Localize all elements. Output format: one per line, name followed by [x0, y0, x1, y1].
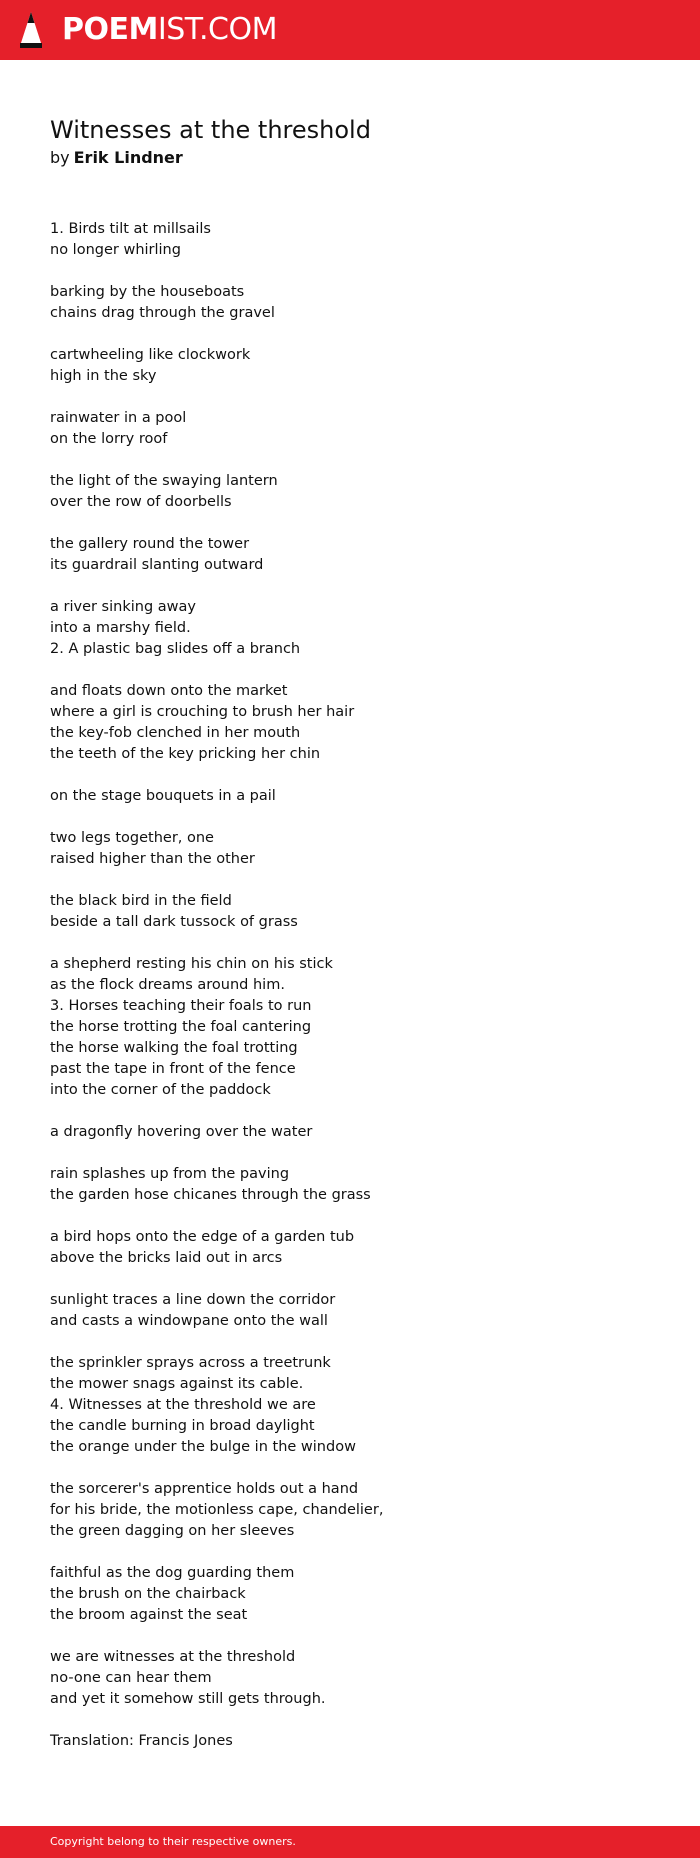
poem-body — [50, 219, 650, 1752]
poem-line: a bird hops onto the edge of a garden tub — [50, 1229, 355, 1245]
site-header — [0, 0, 700, 60]
stanza-break — [50, 450, 650, 471]
poem-line: past the tape in front of the fence — [50, 1061, 296, 1077]
poem-line: the key-fob clenched in her mouth — [50, 725, 301, 741]
poem-line: barking by the houseboats — [50, 284, 245, 300]
stanza-break — [50, 387, 650, 408]
poem-line: the horse trotting the foal cantering — [50, 1019, 312, 1035]
poem-line: above the bricks laid out in arcs — [50, 1250, 283, 1266]
poem-line: and casts a windowpane onto the wall — [50, 1313, 328, 1329]
stanza-break — [50, 1206, 650, 1227]
site-logo[interactable] — [18, 10, 277, 50]
stanza-break — [50, 1710, 650, 1731]
stanza-break — [50, 870, 650, 891]
poem-line: as the flock dreams around him. — [50, 977, 285, 993]
stanza-break — [50, 513, 650, 534]
poem-line: the broom against the seat — [50, 1607, 248, 1623]
poem-line: into the corner of the paddock — [50, 1082, 271, 1098]
poem-line: and yet it somehow still gets through. — [50, 1691, 326, 1707]
poem-line: a river sinking away — [50, 599, 196, 615]
poem-line: for his bride, the motionless cape, chandelier, — [50, 1502, 384, 1518]
pencil-tip-icon — [18, 10, 44, 50]
logo-wordmark-bold: POEM — [62, 12, 158, 47]
poem-line: into a marshy field. — [50, 620, 191, 636]
author-link[interactable]: Erik Lindner — [73, 148, 183, 167]
stanza-break — [50, 1332, 650, 1353]
poem-line: chains drag through the gravel — [50, 305, 275, 321]
poem-line: the mower snags against its cable. — [50, 1376, 304, 1392]
poem-line: rainwater in a pool — [50, 410, 187, 426]
poem-line: the teeth of the key pricking her chin — [50, 746, 321, 762]
stanza-break — [50, 933, 650, 954]
stanza-break — [50, 324, 650, 345]
poem-line: the gallery round the tower — [50, 536, 250, 552]
poem-line: 3. Horses teaching their foals to run — [50, 998, 312, 1014]
stanza-break — [50, 1101, 650, 1122]
poem-line: the sorcerer's apprentice holds out a hand — [50, 1481, 359, 1497]
poem-line: we are witnesses at the threshold — [50, 1649, 296, 1665]
poem-title: Witnesses at the threshold — [50, 116, 371, 144]
poem-line: no longer whirling — [50, 242, 181, 258]
poem-line: cartwheeling like clockwork — [50, 347, 251, 363]
poem-line: beside a tall dark tussock of grass — [50, 914, 298, 930]
poem-line: two legs together, one — [50, 830, 214, 846]
poem-line: 2. A plastic bag slides off a branch — [50, 641, 301, 657]
poem-line: a shepherd resting his chin on his stick — [50, 956, 333, 972]
poem-line: the candle burning in broad daylight — [50, 1418, 315, 1434]
stanza-break — [50, 1626, 650, 1647]
poem-line: where a girl is crouching to brush her hair — [50, 704, 355, 720]
poem-line: raised higher than the other — [50, 851, 255, 867]
poem-line: the sprinkler sprays across a treetrunk — [50, 1355, 331, 1371]
site-footer — [0, 1826, 700, 1858]
stanza-break — [50, 1542, 650, 1563]
stanza-break — [50, 261, 650, 282]
byline-prefix: by — [50, 148, 70, 167]
poem-byline — [50, 147, 183, 169]
poem-line: high in the sky — [50, 368, 157, 384]
poem-line: faithful as the dog guarding them — [50, 1565, 295, 1581]
logo-wordmark — [62, 10, 277, 50]
poem-line: over the row of doorbells — [50, 494, 232, 510]
stanza-break — [50, 765, 650, 786]
poem-line: the brush on the chairback — [50, 1586, 246, 1602]
poem-line: the black bird in the field — [50, 893, 232, 909]
poem-line: the light of the swaying lantern — [50, 473, 278, 489]
poem-line: the horse walking the foal trotting — [50, 1040, 298, 1056]
stanza-break — [50, 660, 650, 681]
logo-wordmark-light: IST.COM — [157, 12, 277, 47]
poem-line: no-one can hear them — [50, 1670, 212, 1686]
poem-line: and floats down onto the market — [50, 683, 288, 699]
copyright-text: Copyright belong to their respective owners. — [50, 1835, 296, 1848]
poem-line: sunlight traces a line down the corridor — [50, 1292, 336, 1308]
poem-line: a dragonfly hovering over the water — [50, 1124, 313, 1140]
poem-line: Translation: Francis Jones — [50, 1733, 233, 1749]
poem-line: on the stage bouquets in a pail — [50, 788, 276, 804]
poem-line: 1. Birds tilt at millsails — [50, 221, 211, 237]
stanza-break — [50, 1458, 650, 1479]
poem-line: on the lorry roof — [50, 431, 168, 447]
poem-line: 4. Witnesses at the threshold we are — [50, 1397, 316, 1413]
stanza-break — [50, 576, 650, 597]
poem-line: rain splashes up from the paving — [50, 1166, 290, 1182]
stanza-break — [50, 807, 650, 828]
poem-line: the garden hose chicanes through the grass — [50, 1187, 371, 1203]
poem-line: its guardrail slanting outward — [50, 557, 264, 573]
poem-line: the green dagging on her sleeves — [50, 1523, 295, 1539]
poem-line: the orange under the bulge in the window — [50, 1439, 356, 1455]
stanza-break — [50, 1143, 650, 1164]
stanza-break — [50, 1269, 650, 1290]
